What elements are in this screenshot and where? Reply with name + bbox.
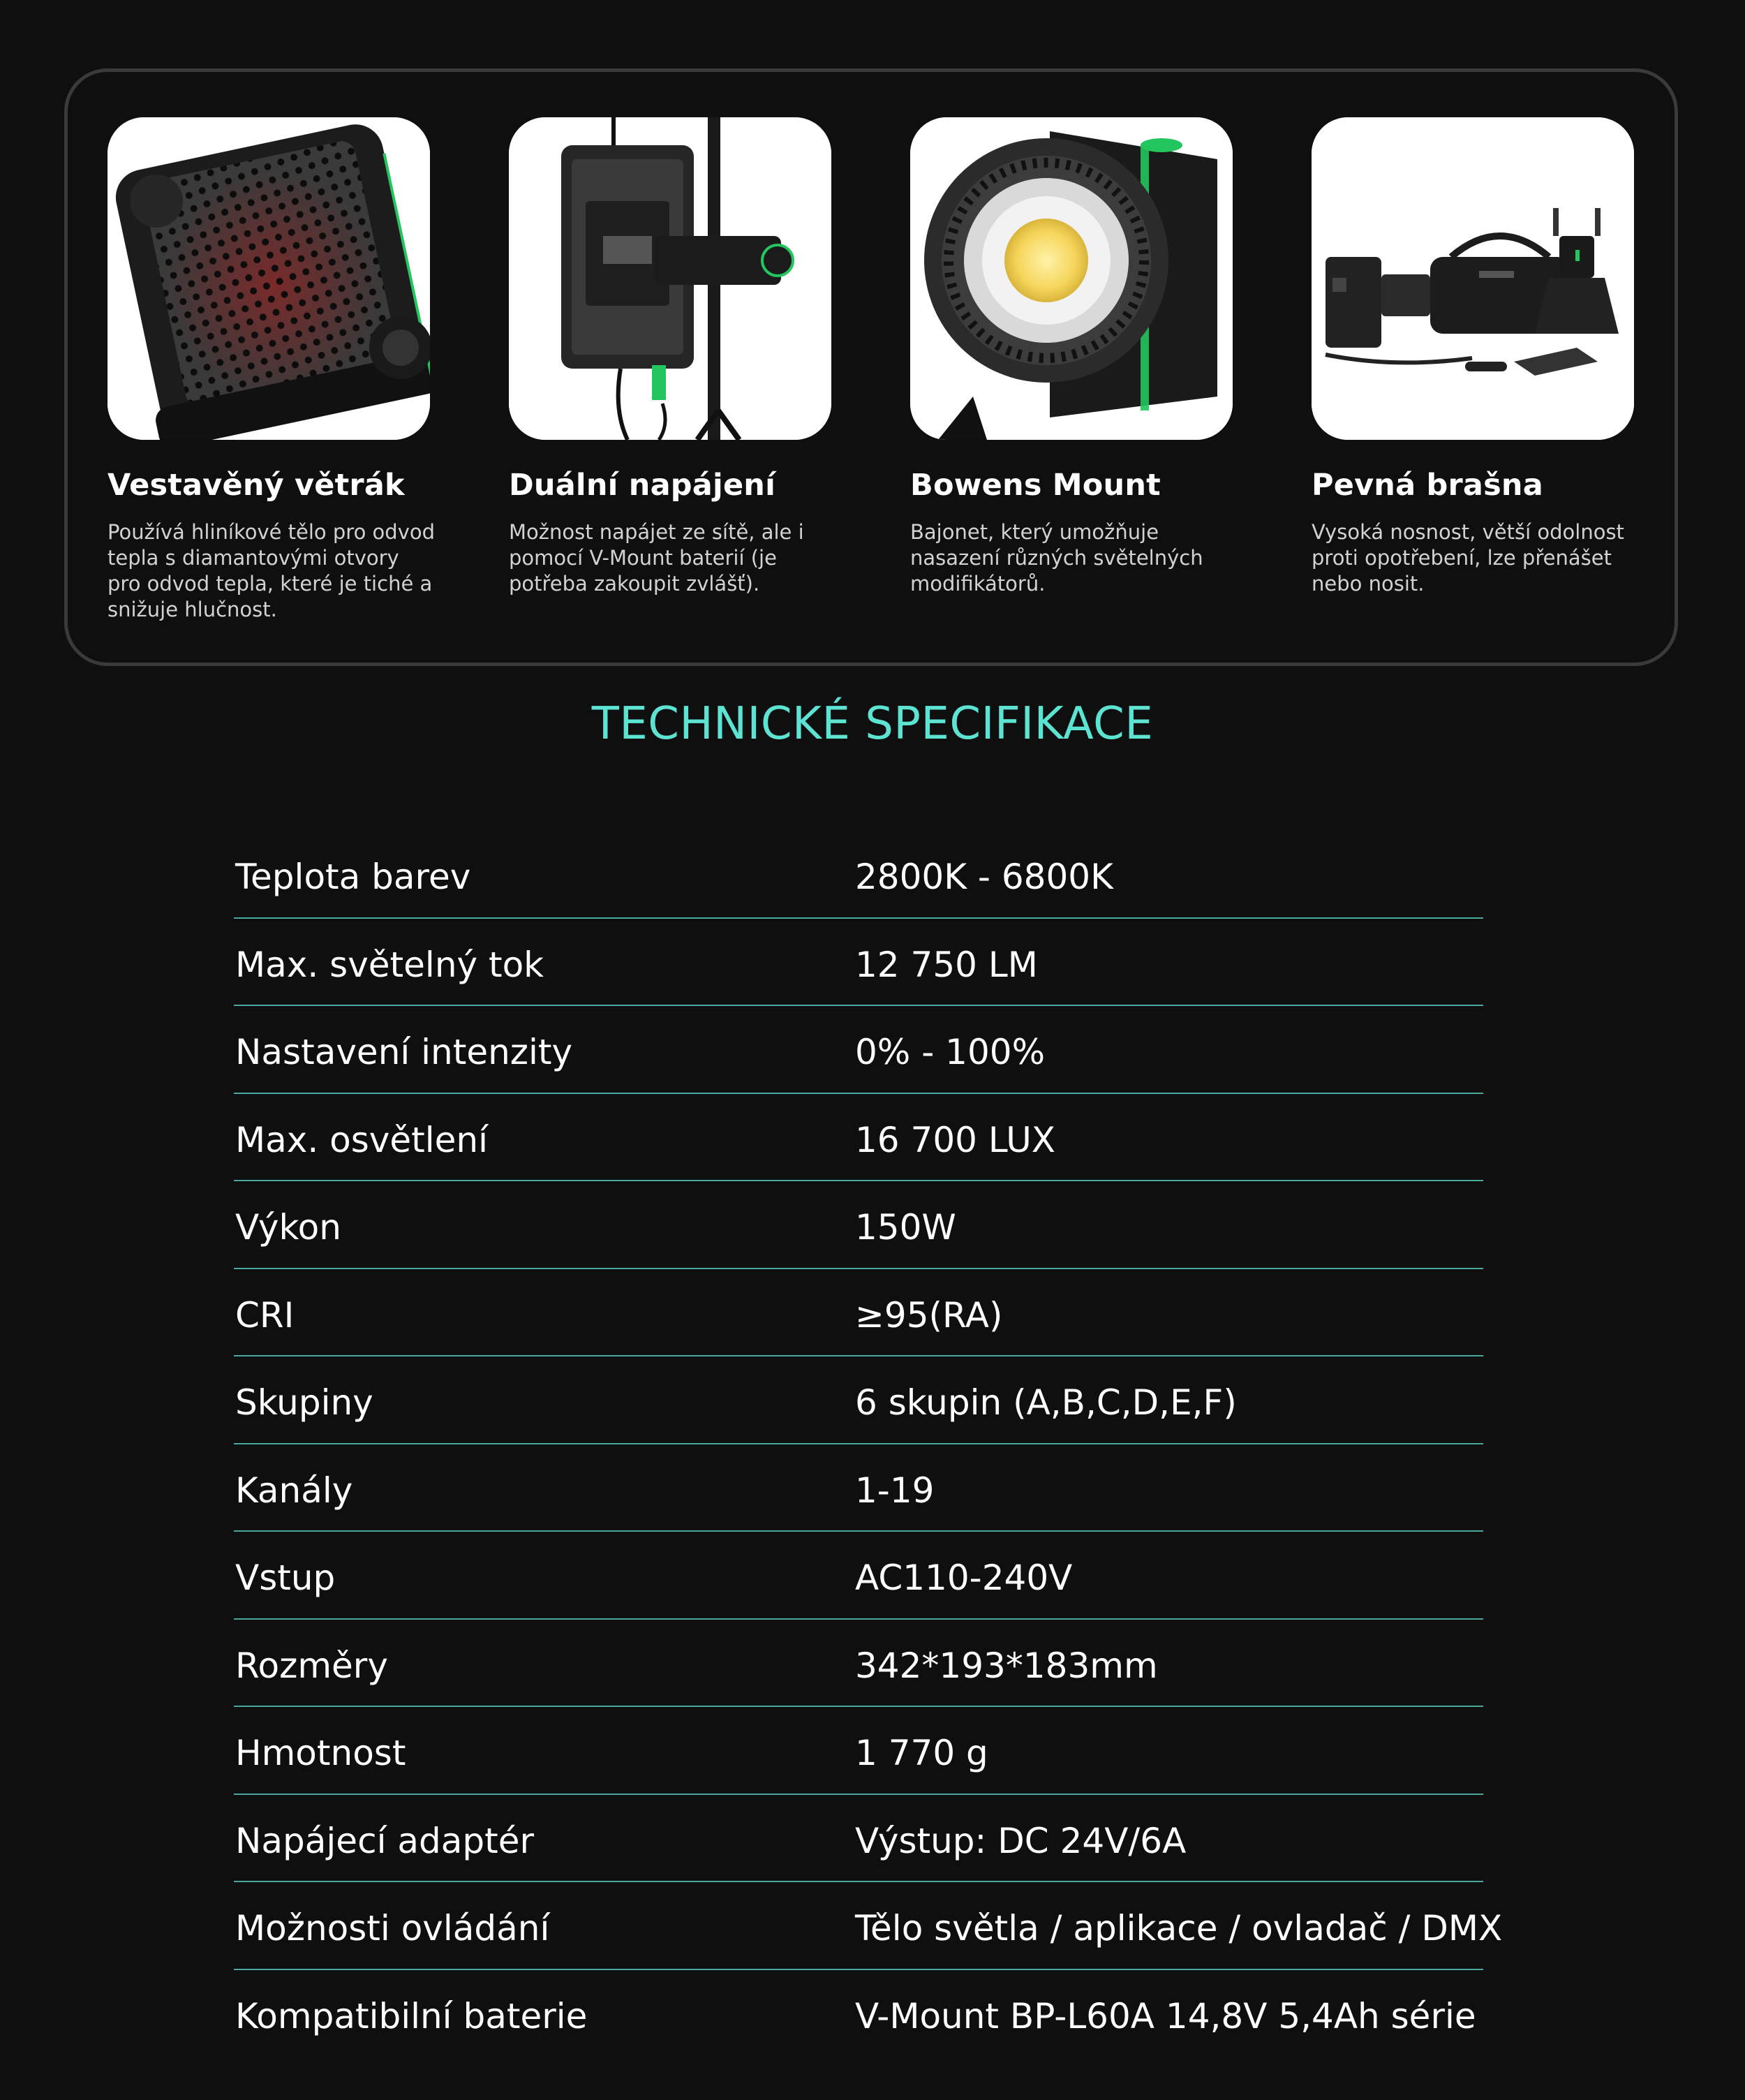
spec-row: [234, 1094, 1483, 1182]
spec-label: Napájecí adaptér: [235, 1820, 535, 1861]
feature-title: Vestavěný větrák: [107, 468, 405, 503]
spec-label: Výkon: [235, 1207, 341, 1248]
spec-row: [234, 1795, 1483, 1883]
spec-label: Skupiny: [235, 1382, 373, 1423]
feature-description: Bajonet, který umožňuje nasazení různých světelných modifikátorů.: [910, 520, 1203, 596]
spec-row: [234, 1532, 1483, 1620]
spec-value: 1 770 g: [855, 1733, 988, 1773]
spec-row: [234, 1444, 1483, 1532]
spec-label: Kanály: [235, 1470, 353, 1511]
feature-title: Bowens Mount: [910, 468, 1161, 503]
spec-value: 150W: [855, 1207, 956, 1248]
spec-value: 0% - 100%: [855, 1032, 1046, 1072]
spec-row: [234, 1970, 1483, 2058]
spec-label: Kompatibilní baterie: [235, 1995, 588, 2036]
spec-value: ≥95(RA): [855, 1294, 1003, 1336]
spec-value: 342*193*183mm: [855, 1645, 1158, 1686]
feature-description: Vysoká nosnost, větší odolnost proti opotřebení, lze přenášet nebo nosit.: [1312, 520, 1624, 596]
spec-value: 12 750 LM: [855, 944, 1038, 985]
spec-value: 2800K - 6800K: [855, 857, 1113, 897]
carry-bag-photo: [1312, 117, 1634, 440]
spec-value: V-Mount BP-L60A 14,8V 5,4Ah série: [855, 1995, 1476, 2036]
spec-label: Hmotnost: [235, 1733, 406, 1773]
feature-card-fan: [107, 117, 436, 623]
spec-row: [234, 831, 1483, 919]
feature-description: Možnost napájet ze sítě, ale i pomocí V-Mount baterií (je potřeba zakoupit zvlášť).: [509, 520, 804, 596]
spec-value: Tělo světla / aplikace / ovladač / DMX: [855, 1908, 1503, 1949]
spec-row: [234, 1006, 1483, 1094]
spec-value: Výstup: DC 24V/6A: [855, 1820, 1187, 1861]
feature-card-bowens: [910, 117, 1233, 597]
feature-title: Duální napájení: [509, 468, 776, 503]
spec-row: [234, 919, 1483, 1007]
spec-row: [234, 1181, 1483, 1269]
spec-row: [234, 1620, 1483, 1708]
spec-row: [234, 1882, 1503, 1970]
spec-row: [234, 1707, 1483, 1795]
feature-description: Používá hliníkové tělo pro odvod tepla s diamantovými otvory pro odvod tepla, které je tiché a snižuje hlučnost.: [107, 520, 436, 621]
features-panel: [64, 68, 1678, 666]
spec-value: 16 700 LUX: [855, 1119, 1056, 1160]
bowens-mount-photo: [910, 117, 1233, 440]
spec-table: [234, 831, 1503, 2057]
feature-card-power: [509, 117, 831, 597]
spec-row: [234, 1356, 1483, 1444]
spec-label: Max. světelný tok: [235, 944, 544, 985]
spec-label: Max. osvětlení: [235, 1119, 488, 1160]
spec-row: [234, 1269, 1483, 1357]
spec-label: Možnosti ovládání: [235, 1908, 550, 1949]
spec-value: 6 skupin (A,B,C,D,E,F): [855, 1382, 1237, 1423]
spec-label: CRI: [235, 1294, 295, 1336]
specs-heading: TECHNICKÉ SPECIFIKACE: [591, 698, 1154, 750]
spec-label: Rozměry: [235, 1645, 388, 1686]
fan-vent-photo: [107, 117, 430, 440]
spec-value: 1-19: [855, 1470, 935, 1511]
spec-label: Teplota barev: [235, 857, 471, 897]
feature-title: Pevná brašna: [1312, 468, 1543, 503]
spec-label: Vstup: [235, 1558, 336, 1598]
feature-card-bag: [1312, 117, 1634, 597]
vmount-battery-photo: [509, 117, 831, 440]
spec-label: Nastavení intenzity: [235, 1032, 573, 1072]
spec-value: AC110-240V: [855, 1558, 1073, 1598]
